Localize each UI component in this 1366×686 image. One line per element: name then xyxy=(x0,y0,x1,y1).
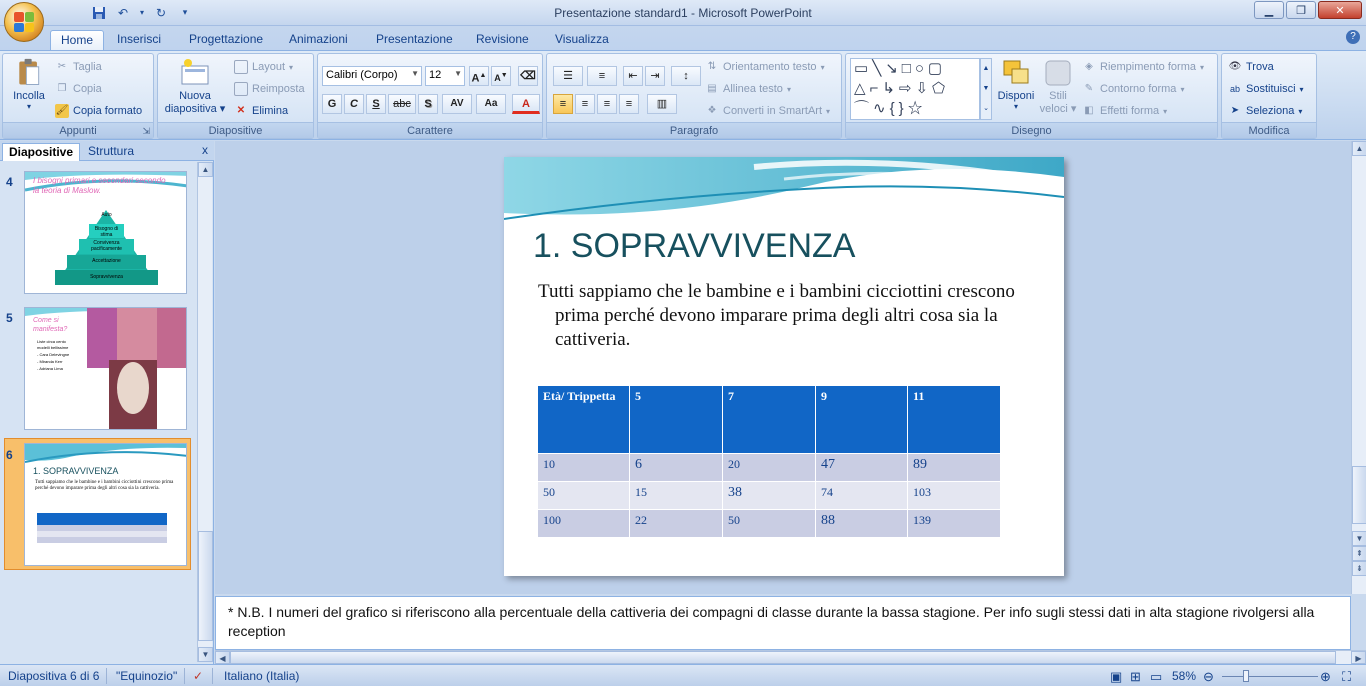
slide-6-background xyxy=(25,444,187,566)
bold-button[interactable]: G xyxy=(322,94,342,114)
customize-qat-icon[interactable]: ▾ xyxy=(182,7,188,17)
normal-view-icon[interactable]: ▣ xyxy=(1110,669,1123,684)
strikethrough-button[interactable]: abc xyxy=(388,94,416,114)
quick-styles-button[interactable] xyxy=(1040,58,1076,115)
decrease-indent-button[interactable]: ⇤ xyxy=(623,66,643,86)
align-right-button[interactable]: ≡ xyxy=(597,94,617,114)
table-cell[interactable]: 22 xyxy=(630,510,723,538)
arrange-label: Disponi xyxy=(997,90,1035,102)
data-table[interactable] xyxy=(537,385,1001,538)
columns-button[interactable]: ▥ xyxy=(647,94,677,114)
group-diapositive xyxy=(157,53,314,139)
slide-4-pyramid-3: Convivenza pacificamente xyxy=(91,240,122,252)
zoom-slider[interactable] xyxy=(1222,676,1318,677)
title-bar xyxy=(0,0,1366,26)
table-cell[interactable]: 47 xyxy=(816,454,908,482)
oval-shape-icon[interactable]: ○ xyxy=(914,60,928,77)
new-slide-label-1: Nuova xyxy=(179,90,211,102)
group-label-disegno: Disegno xyxy=(846,122,1217,138)
cut-button[interactable] xyxy=(55,60,102,74)
table-row xyxy=(538,510,1001,538)
undo-icon[interactable]: ↶ xyxy=(117,5,129,20)
slide-number-6: 6 xyxy=(6,448,13,462)
delete-icon: ✕ xyxy=(236,105,246,116)
shape-effects-label: Effetti forma xyxy=(1100,105,1160,117)
slides-pane-scrollbar[interactable] xyxy=(197,162,212,662)
ribbon xyxy=(0,50,1366,140)
next-slide-icon[interactable]: ⇟ xyxy=(1352,561,1366,576)
shape-effects-button[interactable]: ◧ Effetti forma ▾ xyxy=(1082,104,1167,118)
minimize-button[interactable]: ▁ xyxy=(1254,1,1284,19)
zoom-slider-handle[interactable] xyxy=(1243,670,1249,682)
slide-5-line-3: - Cara Delevingne xyxy=(37,352,70,357)
table-cell[interactable]: 38 xyxy=(723,482,816,510)
shrink-font-button[interactable]: A▼ xyxy=(491,66,511,86)
restore-button[interactable]: ❐ xyxy=(1286,1,1316,19)
char-spacing-button[interactable]: AV xyxy=(442,94,472,114)
group-label-modifica: Modifica xyxy=(1222,122,1316,138)
table-header-cell[interactable]: 7 xyxy=(723,386,816,454)
curve-shape-icon[interactable]: ⌒ xyxy=(854,100,874,117)
bullets-button[interactable]: ☰ xyxy=(553,66,583,86)
redo-icon[interactable]: ↻ xyxy=(155,5,167,20)
undo-dropdown-icon[interactable]: ▾ xyxy=(139,8,144,17)
close-pane-icon[interactable]: x xyxy=(202,143,208,157)
slide-5-title: Come si manifesta? xyxy=(33,317,68,333)
align-left-button[interactable]: ≡ xyxy=(553,94,573,114)
copy-label: Copia xyxy=(73,83,102,95)
shadow-button[interactable]: S xyxy=(418,94,438,114)
italic-button[interactable]: C xyxy=(344,94,364,114)
rounded-rect-shape-icon[interactable]: ▢ xyxy=(927,60,947,77)
group-label-diapositive: Diapositive xyxy=(158,122,313,138)
brace-close-shape-icon[interactable]: } xyxy=(898,100,908,117)
text-direction-label: Orientamento testo xyxy=(723,61,817,73)
copy-button[interactable] xyxy=(55,82,102,96)
text-direction-icon: ⇅ xyxy=(707,61,717,72)
slide-body-text[interactable]: Tutti sappiamo che le bambine e i bambini cicciottini crescono prima perché devono imparare prima degli altri cosa sia la cattiveria. xyxy=(538,281,1015,350)
convert-smartart-button[interactable]: ❖ Converti in SmartArt ▾ xyxy=(705,104,830,118)
format-painter-label: Copia formato xyxy=(73,105,143,117)
slideshow-icon[interactable]: ▭ xyxy=(1150,669,1163,684)
slide-6-body: Tutti sappiamo che le bambine e i bambini cicciottini crescono prima perché devono imparare prima degli altri cosa sia la cattiveria. xyxy=(35,480,174,491)
slide-4-pyramid-top: Auto xyxy=(101,212,112,218)
tab-diapositive[interactable]: Diapositive xyxy=(2,143,80,161)
align-text-button[interactable]: ▤ Allinea testo ▾ xyxy=(705,82,791,96)
table-row xyxy=(538,482,1001,510)
slide-thumbnail-5[interactable] xyxy=(24,307,187,430)
status-divider xyxy=(184,668,185,684)
group-carattere xyxy=(317,53,543,139)
find-button[interactable] xyxy=(1228,60,1274,74)
scroll-thumb[interactable] xyxy=(198,531,213,641)
arrow-down-shape-icon[interactable]: ⇩ xyxy=(915,80,933,97)
slide-5-line-4: - Miranda Kerr xyxy=(37,359,63,364)
group-paragrafo xyxy=(546,53,842,139)
font-color-button[interactable]: A xyxy=(512,94,540,114)
font-size-select[interactable]: 12 ▼ xyxy=(425,66,465,86)
new-slide-button[interactable] xyxy=(164,58,226,115)
find-label: Trova xyxy=(1246,61,1274,73)
justify-button[interactable]: ≡ xyxy=(619,94,639,114)
slides-pane xyxy=(0,141,214,664)
slide-counter: Diapositiva 6 di 6 xyxy=(8,669,100,683)
line-spacing-button[interactable]: ↕ xyxy=(671,66,701,86)
table-cell[interactable]: 50 xyxy=(538,482,630,510)
align-center-button[interactable]: ≡ xyxy=(575,94,595,114)
delete-slide-button[interactable] xyxy=(234,104,288,118)
quick-styles-label-2: veloci ▾ xyxy=(1039,103,1077,115)
slide-4-title: I bisogni primari e secondari secondo la teoria di Maslow. xyxy=(33,176,166,195)
table-cell[interactable]: 15 xyxy=(630,482,723,510)
triangle-shape-icon[interactable]: △ xyxy=(854,80,870,97)
slide-sorter-icon[interactable]: ⊞ xyxy=(1130,669,1141,684)
format-painter-button[interactable] xyxy=(55,104,142,118)
office-button[interactable] xyxy=(4,2,44,42)
replace-button[interactable]: ab Sostituisci ▾ xyxy=(1229,83,1304,95)
status-divider xyxy=(106,668,107,684)
clipboard-icon xyxy=(14,58,44,88)
align-text-label: Allinea testo xyxy=(723,83,783,95)
arrow-right-shape-icon[interactable]: ⇨ xyxy=(898,80,916,97)
slide-4-pyramid-4: Accettazione xyxy=(92,258,121,264)
scroll-left-icon[interactable]: ◀ xyxy=(215,651,230,664)
effects-icon: ◧ xyxy=(1084,105,1094,116)
quick-access-toolbar xyxy=(50,4,194,21)
textbox-shape-icon[interactable]: ▭ xyxy=(854,60,873,77)
arrange-icon xyxy=(1001,58,1031,88)
reset-label: Reimposta xyxy=(252,83,305,95)
slide-5-line-5: - Adriana Lima xyxy=(37,366,63,371)
zoom-out-icon[interactable]: ⊖ xyxy=(1203,669,1214,684)
font-family-select[interactable]: Calibri (Corpo) ▼ xyxy=(322,66,422,86)
layout-label: Layout xyxy=(252,61,286,73)
convert-smartart-label: Converti in SmartArt xyxy=(723,105,823,117)
slide-title[interactable]: 1. SOPRAVVIVENZA xyxy=(533,227,856,265)
slide-5-line-1: Liste circa cento xyxy=(37,339,66,344)
shapes-scroll[interactable]: ▲ ▼ ⌄ xyxy=(980,58,992,120)
brace-open-shape-icon[interactable]: { xyxy=(889,100,899,117)
slide-4-pyramid-5: Sopravvivenza xyxy=(90,274,123,280)
status-divider xyxy=(212,668,213,684)
table-cell[interactable]: 10 xyxy=(538,454,630,482)
change-case-button[interactable]: Aa xyxy=(476,94,506,114)
notes-pane[interactable]: * N.B. I numeri del grafico si riferiscono alla percentuale della cattiveria dei compagni di classe durante la bassa stagione. Per info sugli stessi dati in alta stagione rivolgersi alla reception xyxy=(215,596,1351,650)
zoom-level[interactable]: 58% xyxy=(1172,669,1197,683)
table-header-cell[interactable]: 9 xyxy=(816,386,908,454)
shape-outline-label: Contorno forma xyxy=(1100,83,1177,95)
slide-6-title: 1. SOPRAVVIVENZA xyxy=(33,466,119,476)
group-modifica xyxy=(1221,53,1317,139)
shapes-gallery[interactable] xyxy=(850,58,980,120)
star-shape-icon[interactable]: ☆ xyxy=(907,100,927,117)
tab-struttura[interactable]: Struttura xyxy=(88,144,135,158)
align-text-icon: ▤ xyxy=(707,83,717,94)
scroll-down-icon[interactable]: ▼ xyxy=(1352,531,1366,546)
scroll-up-icon[interactable]: ▲ xyxy=(198,162,213,177)
tab-inserisci[interactable]: Inserisci xyxy=(117,32,162,46)
scroll-thumb[interactable] xyxy=(230,651,1336,664)
select-button[interactable]: ➤ Seleziona ▾ xyxy=(1228,104,1302,118)
slide-header-wave xyxy=(504,157,1064,227)
group-label-carattere: Carattere xyxy=(318,122,542,138)
line-shape-icon[interactable]: ╲ xyxy=(872,60,886,77)
table-cell[interactable]: 50 xyxy=(723,510,816,538)
numbering-button[interactable]: ≡ xyxy=(587,66,617,86)
reset-button[interactable] xyxy=(234,82,305,96)
binoculars-icon: 👁 xyxy=(1228,61,1242,72)
quick-styles-icon xyxy=(1043,58,1073,88)
fit-to-window-icon[interactable]: ⛶ xyxy=(1342,669,1352,684)
group-label-paragrafo: Paragrafo xyxy=(547,122,841,138)
paintbrush-icon: 🖌 xyxy=(55,105,69,116)
slide-4-pyramid-2: Bisogno di stima xyxy=(94,226,119,238)
slide-5-line-2: modelli bellissime xyxy=(37,345,69,350)
window-title: Presentazione standard1 - Microsoft PowerPoint xyxy=(554,6,812,20)
tab-progettazione[interactable]: Progettazione xyxy=(189,32,264,46)
slide-editor xyxy=(215,141,1351,594)
table-header-cell[interactable]: 11 xyxy=(908,386,1001,454)
table-cell[interactable]: 20 xyxy=(723,454,816,482)
pentagon-shape-icon[interactable]: ⬠ xyxy=(932,80,950,97)
slide-number-4: 4 xyxy=(6,175,13,189)
ribbon-tabs xyxy=(0,26,1366,50)
layout-icon xyxy=(234,60,248,74)
table-header-cell[interactable]: Età/ Trippetta xyxy=(538,386,630,454)
connector-shape-icon[interactable]: ↳ xyxy=(882,80,899,97)
table-header-cell[interactable]: 5 xyxy=(630,386,723,454)
table-cell[interactable]: 6 xyxy=(630,454,723,482)
table-cell[interactable]: 88 xyxy=(816,510,908,538)
elbow-shape-icon[interactable]: ⌐ xyxy=(869,80,883,97)
smartart-icon: ❖ xyxy=(707,105,717,116)
wave-shape-icon[interactable]: ∿ xyxy=(873,100,890,117)
shape-fill-button[interactable]: ◈ Riempimento forma ▾ xyxy=(1082,60,1204,74)
theme-name[interactable]: "Equinozio" xyxy=(116,669,178,683)
help-icon[interactable]: ? xyxy=(1346,30,1360,44)
language-indicator[interactable]: Italiano (Italia) xyxy=(224,669,300,683)
scroll-up-icon[interactable]: ▲ xyxy=(1352,141,1366,156)
zoom-in-icon[interactable]: ⊕ xyxy=(1320,669,1331,684)
paste-button[interactable] xyxy=(9,58,49,111)
spell-check-icon[interactable]: ✓ xyxy=(193,669,204,683)
layout-button[interactable]: Layout ▾ xyxy=(234,60,293,74)
pencil-icon: ✎ xyxy=(1084,83,1094,94)
tab-visualizza[interactable]: Visualizza xyxy=(555,32,609,46)
scroll-right-icon[interactable]: ▶ xyxy=(1351,651,1366,664)
close-button[interactable]: ✕ xyxy=(1318,1,1362,19)
reset-icon xyxy=(234,82,248,96)
scroll-thumb[interactable] xyxy=(1352,466,1366,524)
slide-number-5: 5 xyxy=(6,311,13,325)
table-cell[interactable]: 100 xyxy=(538,510,630,538)
underline-button[interactable]: S xyxy=(366,94,386,114)
paste-label: Incolla xyxy=(13,90,45,102)
pane-tabs xyxy=(0,141,214,161)
shape-fill-label: Riempimento forma xyxy=(1100,61,1196,73)
slide-thumbnail-6[interactable] xyxy=(24,443,187,566)
editor-horizontal-scrollbar[interactable] xyxy=(215,650,1366,664)
previous-slide-icon[interactable]: ⇞ xyxy=(1352,546,1366,561)
new-slide-icon xyxy=(180,58,210,88)
table-cell[interactable]: 103 xyxy=(908,482,1001,510)
replace-label: Sostituisci xyxy=(1246,83,1296,95)
table-cell[interactable]: 89 xyxy=(908,454,1001,482)
tab-presentazione[interactable]: Presentazione xyxy=(376,32,453,46)
tab-animazioni[interactable]: Animazioni xyxy=(289,32,348,46)
editor-vertical-scrollbar[interactable] xyxy=(1351,141,1366,594)
clear-formatting-button[interactable]: ⌫ xyxy=(518,66,538,86)
window-controls xyxy=(1254,1,1362,19)
tab-home[interactable]: Home xyxy=(50,30,104,50)
scissors-icon: ✂ xyxy=(57,61,67,72)
arrow-line-shape-icon[interactable]: ↘ xyxy=(885,60,902,77)
group-appunti xyxy=(2,53,154,139)
table-cell[interactable]: 139 xyxy=(908,510,1001,538)
cursor-icon: ➤ xyxy=(1230,105,1240,116)
copy-icon: ❐ xyxy=(57,83,67,94)
delete-label: Elimina xyxy=(252,105,289,117)
arrange-button[interactable]: Disponi ▾ xyxy=(996,58,1036,111)
replace-icon: ab xyxy=(1229,84,1240,94)
table-row xyxy=(538,454,1001,482)
group-label-appunti: Appunti ⇲ xyxy=(3,122,153,138)
status-bar xyxy=(0,664,1366,686)
shape-outline-button[interactable]: ✎ Contorno forma ▾ xyxy=(1082,82,1184,96)
quick-styles-label-1: Stili xyxy=(1049,90,1067,102)
rectangle-shape-icon[interactable]: □ xyxy=(901,60,915,77)
table-cell[interactable]: 74 xyxy=(816,482,908,510)
paint-bucket-icon: ◈ xyxy=(1085,61,1093,72)
increase-indent-button[interactable]: ⇥ xyxy=(645,66,665,86)
current-slide[interactable] xyxy=(504,157,1064,576)
grow-font-button[interactable]: A▲ xyxy=(469,66,489,86)
new-slide-label-2: diapositiva ▾ xyxy=(164,103,226,115)
cut-label: Taglia xyxy=(73,61,102,73)
text-direction-button[interactable]: ⇅ Orientamento testo ▾ xyxy=(705,60,825,74)
office-logo-icon xyxy=(14,12,34,32)
select-label: Seleziona xyxy=(1246,105,1295,117)
paste-dropdown-icon: ▾ xyxy=(26,102,31,111)
group-disegno xyxy=(845,53,1218,139)
tab-revisione[interactable]: Revisione xyxy=(476,32,529,46)
slide-thumbnail-4[interactable] xyxy=(24,171,187,294)
dialog-launcher-icon[interactable]: ⇲ xyxy=(142,126,150,136)
scroll-down-icon[interactable]: ▼ xyxy=(198,647,213,662)
save-icon[interactable] xyxy=(90,4,108,21)
table-header-row xyxy=(538,386,1001,454)
